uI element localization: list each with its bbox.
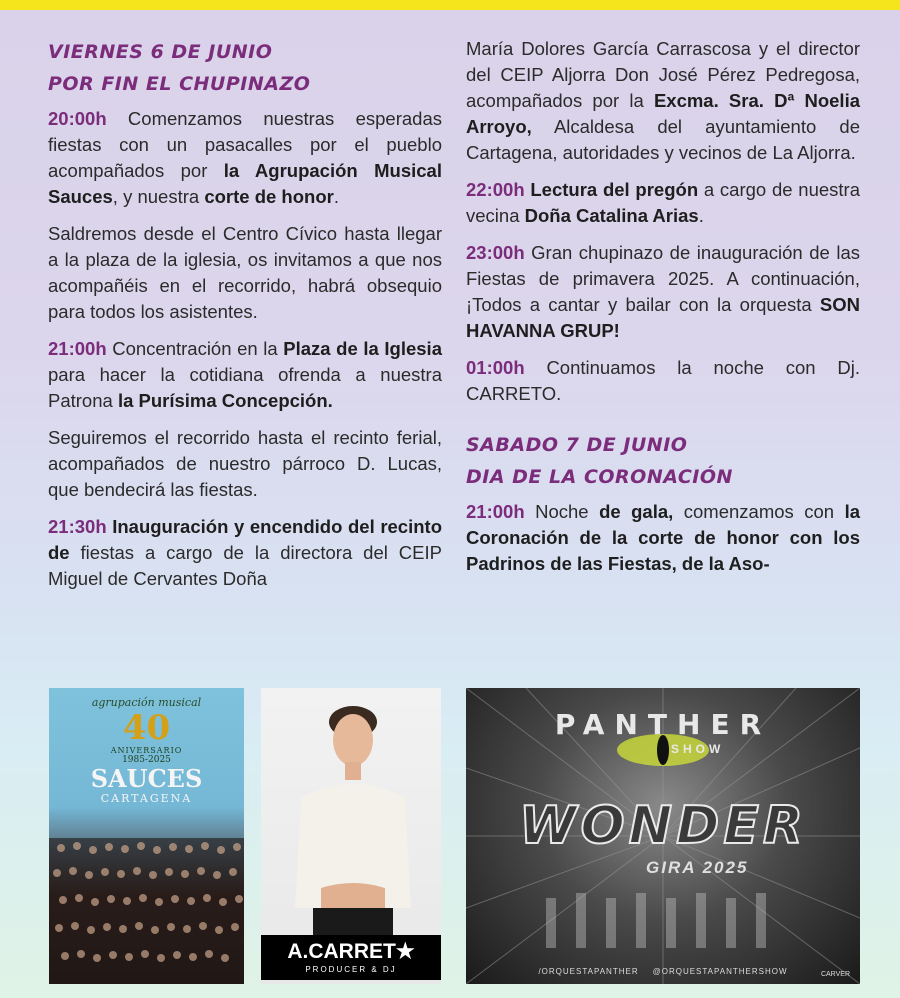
facebook-handle: /ORQUESTAPANTHER (538, 967, 639, 976)
poster-top-text: agrupación musical (91, 696, 202, 709)
event-paragraph (466, 499, 860, 577)
poster-years: 1985-2025 (122, 755, 171, 765)
dj-carreto-photo (261, 688, 441, 984)
text: comenzamos con (673, 501, 845, 522)
text: , y nuestra (112, 186, 205, 207)
text: . (698, 205, 704, 226)
dj-name-label: A.CARRET★ (261, 935, 441, 964)
poster-anniversary-label: ANIVERSARIO (110, 746, 183, 755)
panther-title: PANTHER (554, 708, 772, 741)
event-paragraph (48, 336, 442, 414)
bold-text: la Coronación de la corte de honor con los Padrinos de las Fiestas, de la Aso- (466, 501, 861, 574)
bold-text: la Purísima Concepción. (117, 390, 333, 411)
event-paragraph: Saldremos desde el Centro Cívico hasta llegar a la plaza de la iglesia, os invitamos a que nos acompañéis en el recorrido, habrá obsequio para todos los asistentes. (48, 223, 442, 322)
text: Alcaldesa del ayuntamiento de Cartagena, autoridades y vecinos de La Aljorra. (466, 116, 860, 163)
text: Concentración en la (106, 338, 284, 359)
bold-text: Doña Catalina Arias (524, 205, 699, 226)
bold-text: Excma. Sra. Dª Noelia Arroyo, (466, 90, 860, 137)
sauces-band-poster (49, 688, 244, 984)
dj-subtitle: PRODUCER & DJ (261, 962, 441, 980)
panther-subtitle: SHOW (671, 742, 725, 756)
text: fiestas a cargo de la directora del CEIP Miguel de Cervantes Doña (48, 542, 442, 589)
top-yellow-bar (0, 0, 900, 10)
bold-text: Lectura del pregón (524, 179, 699, 200)
bold-text: de gala, (599, 501, 674, 522)
event-time: 01:00h (466, 357, 525, 378)
bold-text: Plaza de la Iglesia (283, 338, 442, 359)
text: Continuamos la noche con Dj. CARRETO. (466, 357, 860, 404)
gira-label: GIRA 2025 (646, 858, 749, 877)
event-paragraph (48, 106, 442, 210)
left-column (48, 36, 442, 603)
event-time: 21:00h (466, 501, 525, 522)
text: Gran chupinazo de inauguración de las Fiestas de primavera 2025. A continuación, ¡Todos a cantar y bailar con la orquesta (466, 242, 860, 315)
panther-show-poster (466, 688, 860, 984)
text: María Dolores García Carrascosa y el director del CEIP Aljorra Don José Pérez Pedregosa, acompañados por la (466, 38, 860, 111)
event-paragraph (466, 36, 860, 166)
poster-band-name: SAUCES (90, 764, 203, 793)
event-paragraph (48, 514, 442, 592)
crowd-illustration (49, 688, 244, 984)
bold-text: Inauguración y encendido del recinto de (48, 516, 442, 563)
text: Noche (524, 501, 600, 522)
wonder-title: WONDER (519, 796, 807, 856)
heading-subtitle: DIA DE LA CORONACIÓN (466, 466, 733, 488)
event-time: 21:00h (48, 338, 107, 359)
poster-anniversary-number: 40 (122, 708, 171, 748)
heading-date: VIERNES 6 DE JUNIO (48, 41, 273, 63)
event-time: 21:30h (48, 516, 107, 537)
poster-city: CARTAGENA (100, 792, 193, 805)
day-heading-friday (48, 36, 442, 100)
event-paragraph (466, 355, 860, 407)
event-paragraph (466, 177, 860, 229)
text: . (333, 186, 339, 207)
text: para hacer la cotidiana ofrenda a nuestra Patrona (48, 364, 442, 411)
day-heading-saturday (466, 429, 860, 493)
text: Comenzamos nuestras esperadas fiestas con un pasacalles por el pueblo acompañados por (48, 108, 442, 181)
instagram-handle: @ORQUESTAPANTHERSHOW (652, 967, 788, 976)
event-paragraph: Seguiremos el recorrido hasta el recinto ferial, acompañados de nuestro párroco D. Lucas, que bendecirá las fiestas. (48, 427, 442, 500)
social-handles (466, 967, 860, 976)
bold-text: la Agrupación Musical Sauces (48, 160, 442, 207)
event-time: 23:00h (466, 242, 525, 263)
event-time: 20:00h (48, 108, 107, 129)
bold-text: SON HAVANNA GRUP! (466, 294, 860, 341)
event-time: 22:00h (466, 179, 525, 200)
right-column (466, 36, 860, 588)
event-paragraph (466, 240, 860, 344)
bold-text: corte de honor (204, 186, 334, 207)
heading-date: SABADO 7 DE JUNIO (466, 434, 688, 456)
carver-logo: CARVER (820, 971, 850, 978)
text: a cargo de nuestra vecina (466, 179, 860, 226)
heading-subtitle: POR FIN EL CHUPINAZO (48, 73, 311, 95)
